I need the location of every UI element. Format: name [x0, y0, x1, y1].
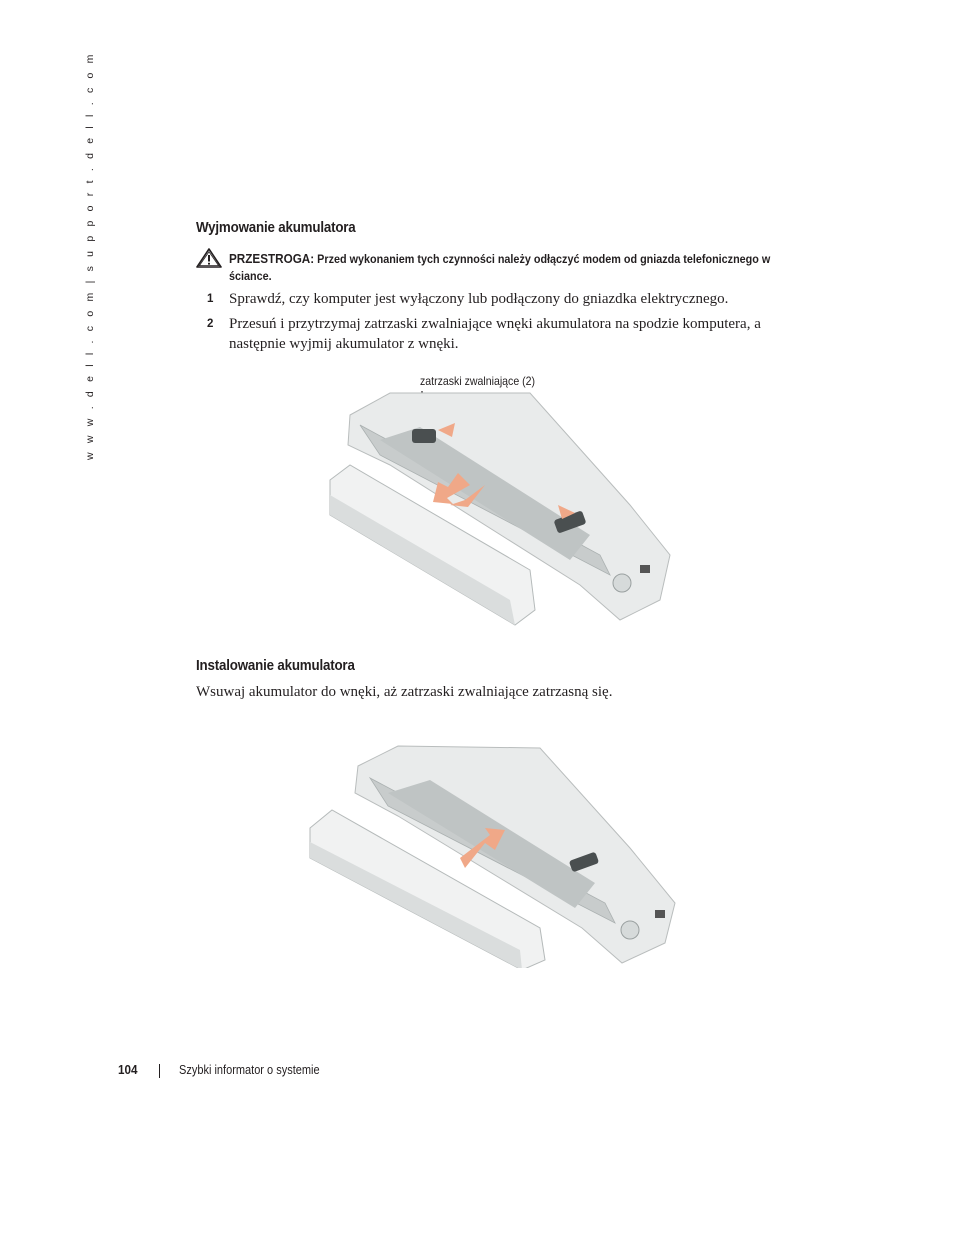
install-instructions: Wsuwaj akumulator do wnęki, aż zatrzaski zwalniające zatrzasną się.: [196, 684, 613, 700]
footer-title: Szybki informator o systemie: [179, 1063, 320, 1077]
page-number: 104: [118, 1062, 138, 1077]
step-1-text: Sprawdź, czy komputer jest wyłączony lub podłączony do gniazdka elektrycznego.: [229, 291, 729, 307]
figure-callout-release-latches: zatrzaski zwalniające (2): [420, 374, 536, 388]
battery-removal-illustration: [300, 385, 690, 630]
caution-note: [229, 250, 805, 285]
step-2-number: 2: [207, 318, 214, 330]
sidebar-url: w w w . d e l l . c o m | s u p p o r t . d e l l . c o m: [84, 51, 96, 460]
step-2-text: Przesuń i przytrzymaj zatrzaski zwalniające wnęki akumulatora na spodzie komputera, a następnie wyjmij akumulator z wnęki.: [229, 316, 761, 352]
caution-text: Przed wykonaniem tych czynności należy odłączyć modem od gniazda telefonicznego w ściance.: [229, 252, 771, 283]
caution-label: PRZESTROGA:: [229, 251, 315, 266]
step-1-number: 1: [207, 293, 214, 305]
section-title-install-battery: Instalowanie akumulatora: [196, 658, 355, 674]
section-title-remove-battery: Wyjmowanie akumulatora: [196, 220, 356, 236]
footer-separator: [159, 1064, 160, 1078]
warning-triangle-icon: [196, 248, 222, 268]
battery-installation-illustration: [300, 738, 690, 968]
